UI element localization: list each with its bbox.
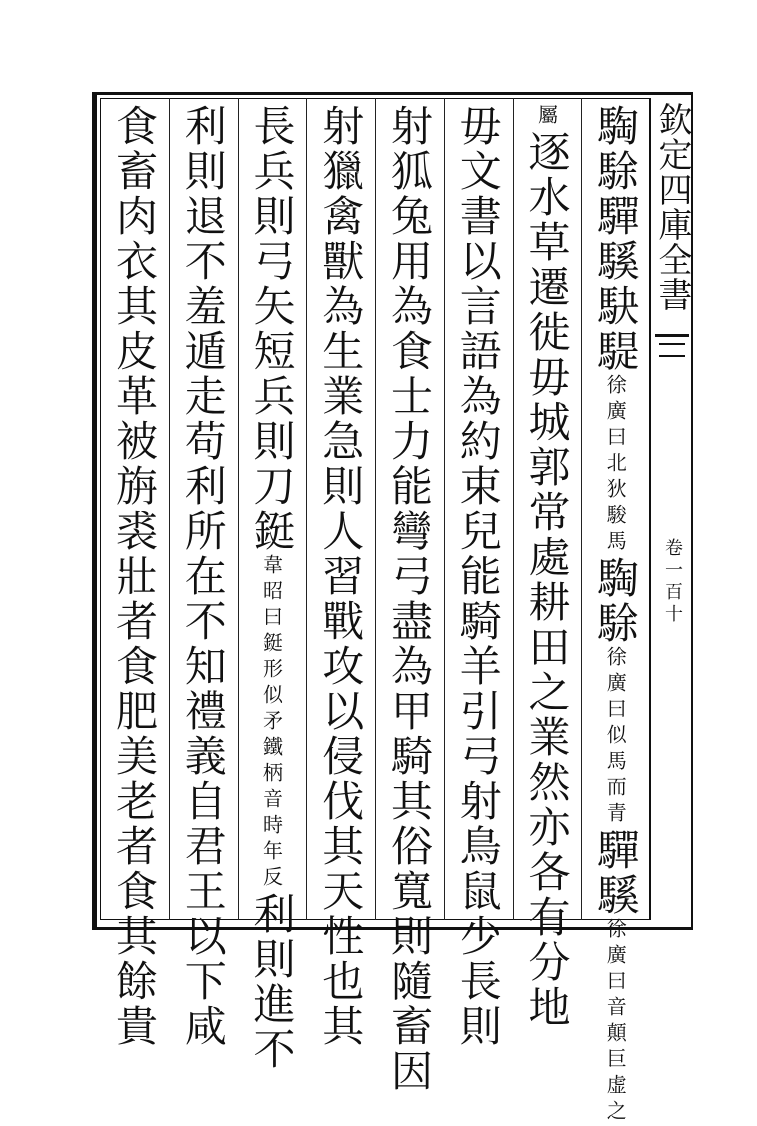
commentary-line: 徐廣曰北 [603, 374, 628, 478]
text-column [587, 104, 643, 1126]
column-rule [169, 98, 170, 920]
text-column [175, 104, 231, 1049]
main-text: 毋文書以言語為約束兒能騎羊引弓射鳥鼠少長則 [453, 104, 503, 1049]
commentary-line: 屬 [534, 104, 559, 130]
main-text: 驒騱 [591, 828, 641, 918]
fish-tail-mark [655, 334, 689, 359]
main-text: 食畜肉衣其皮革被旃裘壯者食肥美老者食其餘貴 [110, 104, 159, 1049]
column-rule [306, 98, 307, 920]
text-column [312, 104, 368, 1049]
commentary-line: 馬而青 [603, 750, 628, 828]
text-column [106, 104, 162, 1049]
commentary [244, 554, 300, 892]
commentary-line: 鐵柄音時年反 [259, 736, 284, 892]
text-column [519, 104, 575, 1030]
main-text: 長兵則弓矢短兵則刀鋌 [247, 104, 297, 554]
volume-number: 卷一百十 [662, 538, 683, 626]
text-column [244, 104, 300, 1072]
main-text: 利則退不羞遁走苟利所在不知禮義自君王以下咸 [178, 104, 228, 1049]
commentary [587, 646, 643, 828]
commentary-line: 顛巨虚之 [603, 1022, 628, 1126]
main-text: 騊駼 [591, 556, 641, 646]
commentary [587, 374, 643, 556]
commentary-line: 狄駿馬 [603, 478, 628, 556]
main-text: 射獵禽獸為生業急則人習戰攻以侵伐其天性也其 [316, 104, 366, 1049]
main-text: 射狐兔用為食士力能彎弓盡為甲騎其俗寬則隨畜因 [385, 104, 434, 1094]
main-text: 逐水草遷徙毋城郭常處耕田之業然亦各有分地 [522, 130, 572, 1030]
main-text: 利則進不 [247, 892, 297, 1072]
commentary-line: 韋昭曰鋌形似矛 [259, 554, 284, 736]
commentary [519, 104, 575, 130]
commentary-line: 徐廣曰音 [603, 918, 628, 1022]
text-column [381, 104, 437, 1094]
column-rule [238, 98, 239, 920]
commentary [587, 918, 643, 1126]
book-title: 欽定四庫全書 [652, 102, 692, 312]
column-rule [375, 98, 376, 920]
column-rule [581, 98, 582, 920]
column-rule [444, 98, 445, 920]
column-rule [513, 98, 514, 920]
text-column [450, 104, 506, 1049]
side-margin [650, 98, 692, 920]
main-text: 騊駼驒騱駃騠 [591, 104, 641, 374]
commentary-line: 徐廣曰似 [603, 646, 628, 750]
